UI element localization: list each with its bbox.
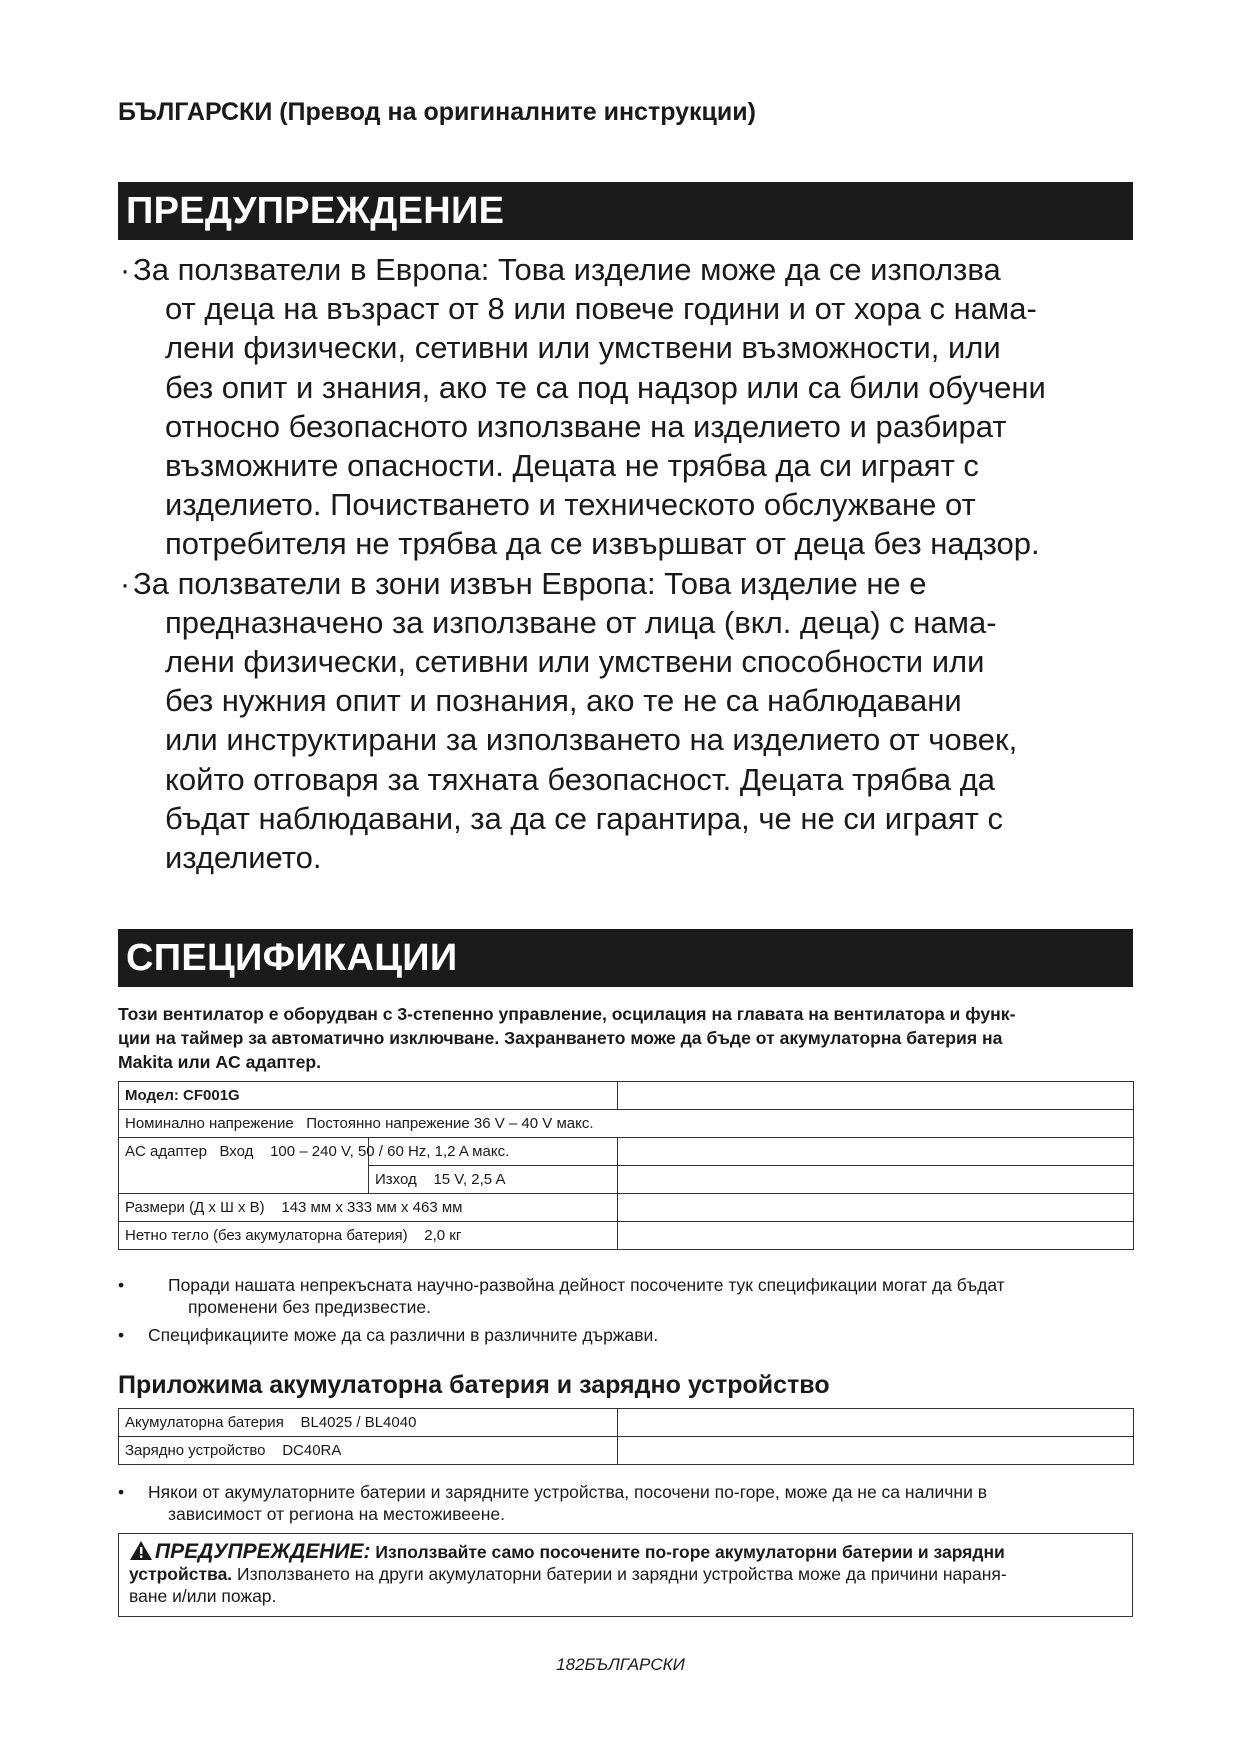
list-item: • Някои от акумулаторните батерии и зарядните устройства, посочени по-горе, може да не са налични в зависимост от региона на местоживеене. [118,1482,988,1524]
warning-item-europe: · За ползватели в Европа: Това изделие може да се използва от деца на възраст от 8 или повече години и от хора с нама- лени физически, сетивни или умствени възможности, или без опит и знания, ако те са под надзор или са били обучени относно безопасното използване на изделието и разбират възможните опасности. Децата не трябва да си играят с изделието. Почистването и техническото обслужване от потребителя не трябва да се извършват от деца без надзор. [119,252,1046,562]
table-row: Номинално напрежение Постоянно напрежение 36 V – 40 V макс. [119,1110,1134,1138]
table-row: Изход 15 V, 2,5 A [119,1166,1134,1194]
table-row: Акумулаторна батерия BL4025 / BL4040 [119,1409,1134,1437]
table-row: Зарядно устройство DC40RA [119,1437,1134,1465]
spec-notes [118,1274,1133,1352]
table-row: Нетно тегло (без акумулаторна батерия) 2,0 кг [119,1222,1134,1250]
battery-section-title: Приложима акумулаторна батерия и зарядно устройство [118,1371,830,1399]
page-footer: 182БЪЛГАРСКИ [556,1655,685,1674]
warning-item-outside-europe: · За ползватели в зони извън Европа: Това изделие не е предназначено за използване от лица (вкл. деца) с нама- лени физически, сетивни или умствени способности или без нужния опит и познания, ако те не са наблюдавани или инструктирани за използването на изделието от човек, който отговаря за тяхната безопасност. Децата трябва да бъдат наблюдавани, за да се гарантира, че не си играят с изделието. [119,565,1018,876]
battery-table [118,1408,1134,1465]
table-row: Модел: CF001G [119,1082,1134,1110]
spec-intro: Този вентилатор е оборудван с 3-степенно управление, осцилация на главата на вентилатора и функ- ции на таймер за автоматично изключване. Захранването може да бъде от акумулаторна батерия на Makita или AC адаптер. [118,1004,1016,1072]
spec-table [118,1081,1134,1250]
list-item: • Поради нашата непрекъсната научно-развойна дейност посочените тук спецификации могат да бъдат променени без предизвестие. [118,1275,1005,1317]
battery-note [118,1481,1133,1531]
warning-list [118,250,1138,877]
list-item: • Спецификациите може да са различни в различните държави. [118,1325,659,1345]
table-row: AC адаптер Вход 100 – 240 V, 50 / 60 Hz, 1,2 A макс. [119,1138,1134,1166]
table-row: Размери (Д х Ш х В) 143 мм x 333 мм x 463 мм [119,1194,1134,1222]
spec-section-title: СПЕЦИФИКАЦИИ [118,929,1133,987]
warning-triangle-icon [129,1540,153,1561]
warning-box: ПРЕДУПРЕЖДЕНИЕ: Използвайте само посочените по-горе акумулаторни батерии и зарядни устройства. Използването на други акумулаторни батерии и зарядни устройства може да причини нараня- ване и/или пожар. [118,1533,1133,1617]
warning-section-title: ПРЕДУПРЕЖДЕНИЕ [118,182,1133,240]
page-header: БЪЛГАРСКИ (Превод на оригиналните инструкции) [118,98,756,126]
